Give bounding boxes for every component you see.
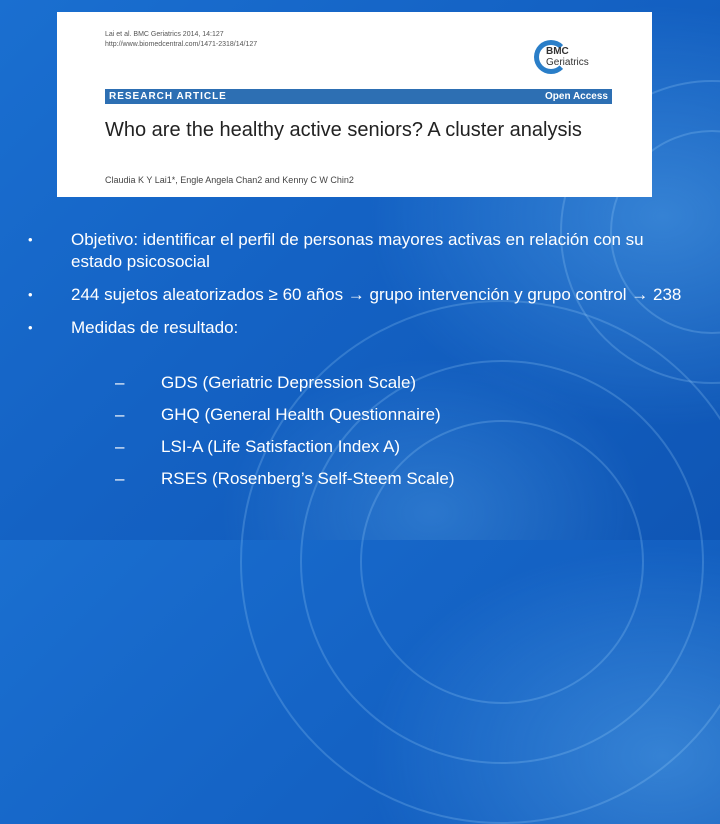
paper-title: Who are the healthy active seniors? A cluster analysis	[105, 119, 582, 141]
article-type-bar	[105, 89, 612, 104]
bullet-marker: •	[28, 287, 33, 302]
bullet-list	[28, 229, 688, 339]
paper-authors: Claudia K Y Lai1*, Engle Angela Chan2 and Kenny C W Chin2	[105, 175, 354, 185]
bullet-text: 244 sujetos aleatorizados ≥ 60 años → grupo intervención y grupo control → 238	[71, 285, 682, 304]
bullet-item	[28, 229, 688, 273]
bullet-text: Objetivo: identificar el perfil de personas mayores activas en relación con su estado psicosocial	[71, 230, 644, 271]
paper-header-image	[57, 12, 652, 197]
citation-line: Lai et al. BMC Geriatrics 2014, 14:127	[105, 31, 224, 38]
bullet-marker: •	[28, 232, 33, 247]
open-access-label: Open Access	[545, 91, 608, 102]
decor-ring	[360, 420, 644, 704]
sub-item-text: GHQ (General Health Questionnaire)	[161, 405, 441, 424]
bullet-item	[28, 317, 688, 339]
bullet-text: Medidas de resultado:	[71, 318, 239, 337]
sub-marker: –	[115, 405, 125, 424]
sub-item-text: RSES (Rosenberg’s Self-Steem Scale)	[161, 469, 455, 488]
bullet-item	[28, 284, 688, 306]
citation-url: http://www.biomedcentral.com/1471-2318/14/127	[105, 41, 258, 48]
bmc-logo	[534, 38, 614, 78]
sub-marker: –	[115, 469, 125, 488]
sub-marker: –	[115, 437, 125, 456]
bmc-logo-text: BMC Geriatrics	[546, 46, 589, 68]
sub-item-text: GDS (Geriatric Depression Scale)	[161, 373, 417, 392]
sub-item-text: LSI-A (Life Satisfaction Index A)	[161, 437, 401, 456]
paper-citation	[105, 30, 257, 50]
bullet-marker: •	[28, 320, 33, 335]
sub-marker: –	[115, 373, 125, 392]
article-type: RESEARCH ARTICLE	[109, 91, 227, 102]
